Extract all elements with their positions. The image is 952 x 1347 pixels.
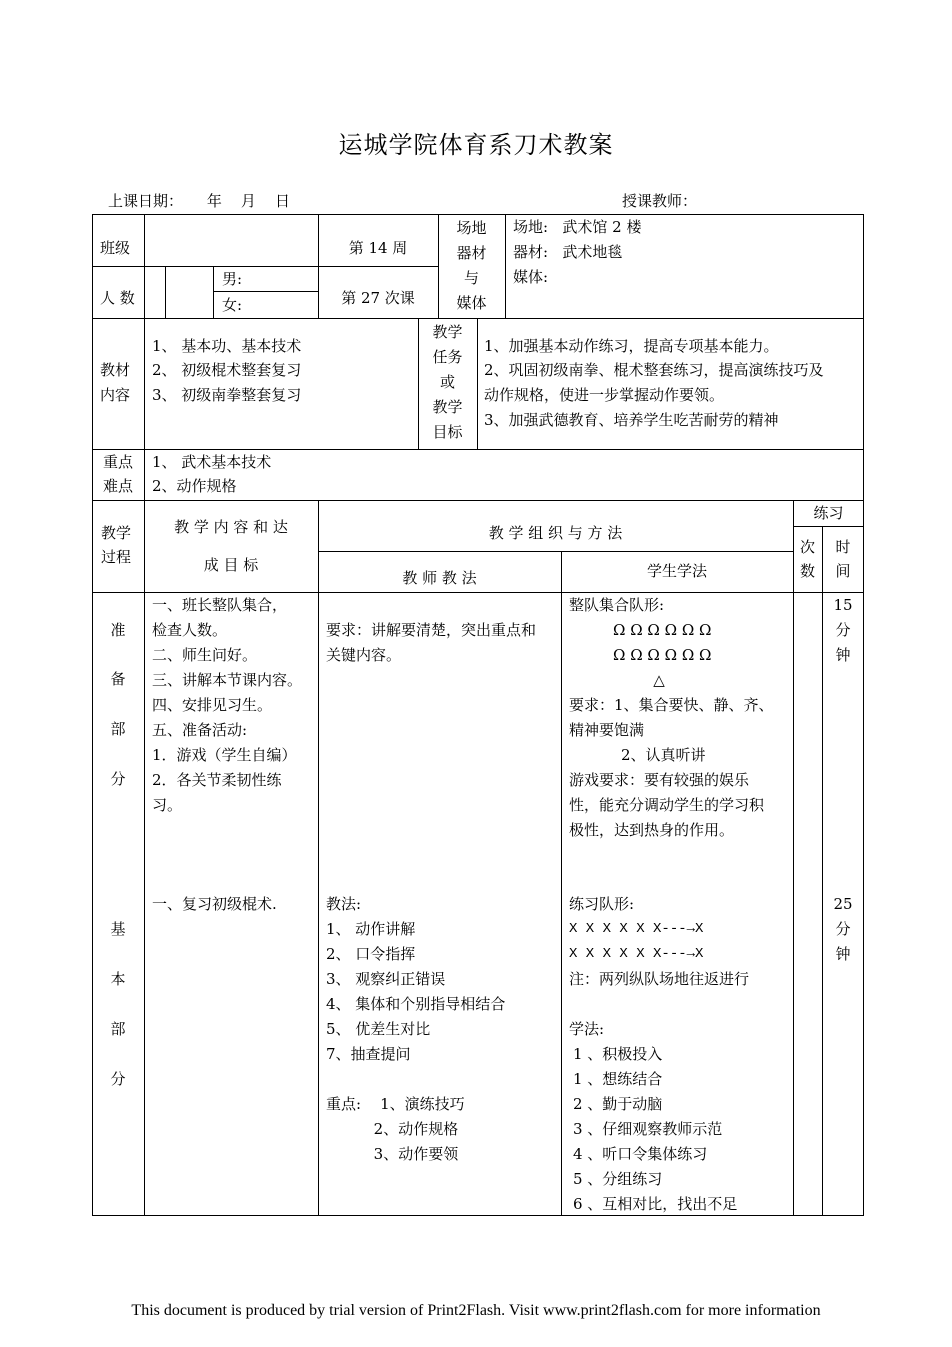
class-label: 班级	[100, 239, 131, 257]
prep-student-line: 整队集合队形:	[569, 596, 665, 614]
basic-student-line: 1 、想练结合	[573, 1070, 663, 1088]
teacher-method-head: 教 师 教 法	[402, 569, 477, 587]
venue-text: 场地: 武术馆 2 楼	[513, 218, 642, 236]
prep-content-line: 检查人数。	[152, 621, 228, 639]
duration-head-1: 时	[835, 538, 851, 556]
basic-time-unit: 分	[835, 920, 851, 938]
rule	[318, 551, 793, 552]
basic-section-char: 基	[110, 920, 126, 938]
rule	[318, 500, 319, 1216]
venue-head-3: 与	[463, 269, 479, 287]
basic-teacher-line: 5、 优差生对比	[326, 1020, 431, 1038]
prep-content-line: 四、安排见习生。	[152, 696, 273, 714]
prep-time: 15	[833, 596, 853, 614]
trial-footer: This document is produced by trial version of Print2Flash. Visit www.print2flash.com for more information	[131, 1302, 821, 1319]
prep-student-line: 性，能充分调动学生的学习积	[569, 796, 765, 814]
basic-teacher-line: 重点: 1、演练技巧	[326, 1095, 465, 1113]
goal-head-5: 目标	[432, 423, 463, 441]
week-cell: 第 14 周	[348, 239, 408, 257]
venue-head-2: 器材	[456, 244, 487, 262]
rule	[477, 318, 478, 449]
basic-student-line: 1 、积极投入	[573, 1045, 663, 1063]
basic-teacher-line: 2、 口令指挥	[326, 945, 416, 963]
basic-student-line: 练习队形:	[569, 895, 635, 913]
formation-row: Ω Ω Ω Ω Ω Ω	[613, 621, 712, 639]
rule	[92, 500, 864, 501]
goal-head-2: 任务	[432, 348, 463, 366]
basic-teacher-line: 7、抽查提问	[326, 1045, 411, 1063]
prep-student-line: 2、认真听讲	[621, 746, 706, 764]
prep-teacher-line: 要求：讲解要清楚，突出重点和	[326, 621, 537, 639]
basic-student-line	[569, 992, 791, 1017]
rule	[793, 526, 864, 527]
goal-head-1: 教学	[432, 323, 463, 341]
basic-student-line: 6 、互相对比，找出不足	[573, 1195, 738, 1213]
goal-head-3: 或	[439, 373, 455, 391]
prep-content-line: 习。	[152, 796, 183, 814]
prep-content-line: 三、讲解本节课内容。	[152, 671, 303, 689]
media-text: 媒体:	[513, 268, 549, 286]
prep-content-line: 一、班长整队集合，	[152, 596, 288, 614]
lesson-number: 第 27 次课	[341, 289, 415, 307]
materials-label-1: 教材	[100, 361, 131, 379]
basic-time-unit: 钟	[835, 945, 851, 963]
rule	[92, 318, 864, 319]
focus-label-1: 重点	[103, 453, 134, 471]
prep-student-line: 游戏要求：要有较强的娱乐	[569, 771, 750, 789]
basic-content-line: 一、复习初级棍术.	[152, 895, 277, 913]
goal-item: 3、加强武德教育、培养学生吃苦耐劳的精神	[484, 411, 779, 429]
teacher-position-icon: △	[653, 671, 665, 689]
female-count: 女:	[222, 296, 243, 314]
focus-label-2: 难点	[103, 477, 134, 495]
equipment-text: 器材: 武术地毯	[513, 243, 623, 261]
prep-content-line: 五、准备活动:	[152, 721, 248, 739]
drill-formation: X X X X X X---→X	[569, 921, 704, 937]
process-label-2: 过程	[101, 548, 132, 566]
goal-item: 动作规格，使进一步掌握动作要领。	[484, 386, 725, 404]
materials-label-2: 内容	[100, 386, 131, 404]
rule	[144, 214, 145, 1216]
material-item: 1、 基本功、基本技术	[152, 337, 302, 355]
rule	[505, 214, 506, 318]
prep-section-char: 备	[110, 670, 126, 688]
basic-student-line: 学法:	[569, 1020, 605, 1038]
goal-item: 1、加强基本动作练习，提高专项基本能力。	[484, 337, 779, 355]
prep-time-unit: 分	[835, 621, 851, 639]
prep-teacher-line: 关键内容。	[326, 646, 402, 664]
prep-student-line: 精神要饱满	[569, 721, 645, 739]
teacher-label: 授课教师：	[622, 192, 698, 210]
prep-student-line: 要求：1、集合要快、静、齐、	[569, 696, 774, 714]
prep-content-line: 二、师生问好。	[152, 646, 258, 664]
prep-time-unit: 钟	[835, 646, 851, 664]
basic-teacher-line: 3、 观察纠正错误	[326, 970, 446, 988]
basic-teacher-line: 2、动作规格	[326, 1120, 459, 1138]
basic-section-char: 部	[110, 1020, 126, 1038]
basic-time: 25	[833, 895, 853, 913]
basic-student-line: 注：两列纵队场地往返进行	[569, 970, 750, 988]
rule	[213, 266, 214, 318]
male-count: 男:	[222, 270, 243, 288]
duration-head-2: 间	[835, 562, 851, 580]
prep-content-line: 2．各关节柔韧性练	[152, 771, 282, 789]
basic-student-line: 3 、仔细观察教师示范	[573, 1120, 723, 1138]
student-method-head: 学生学法	[646, 562, 707, 580]
rule	[561, 551, 562, 1216]
focus-item: 1、 武术基本技术	[152, 453, 272, 471]
basic-teacher-line: 3、动作要领	[326, 1145, 459, 1163]
formation-row: Ω Ω Ω Ω Ω Ω	[613, 646, 712, 664]
basic-teacher-line: 教法:	[326, 895, 362, 913]
prep-section-char: 准	[110, 621, 126, 639]
prep-student-line: 极性，达到热身的作用。	[569, 821, 735, 839]
prep-section-char: 部	[110, 720, 126, 738]
times-head-2: 数	[799, 562, 815, 580]
rule	[793, 500, 794, 1216]
basic-teacher-line: 1、 动作讲解	[326, 920, 416, 938]
basic-student-line: 4 、听口令集体练习	[573, 1145, 708, 1163]
basic-section-char: 本	[110, 970, 126, 988]
rule	[165, 266, 166, 318]
goal-item: 2、巩固初级南拳、棍术整套练习，提高演练技巧及	[484, 361, 824, 379]
times-head-1: 次	[799, 538, 815, 556]
basic-teacher-line	[326, 1067, 505, 1092]
content-head-1: 教 学 内 容 和 达	[174, 518, 288, 536]
headcount-label: 人 数	[100, 289, 135, 307]
basic-section-char: 分	[110, 1070, 126, 1088]
class-date: 上课日期： 年 月 日	[108, 192, 290, 210]
venue-head-4: 媒体	[456, 294, 487, 312]
content-head-2: 成 目 标	[203, 556, 259, 574]
material-item: 3、 初级南拳整套复习	[152, 386, 302, 404]
drill-formation: X X X X X X---→X	[569, 946, 704, 962]
basic-student-line: 2 、勤于动脑	[573, 1095, 663, 1113]
goal-head-4: 教学	[432, 398, 463, 416]
focus-item: 2、动作规格	[152, 477, 237, 495]
process-label-1: 教学	[101, 524, 132, 542]
practice-head: 练习	[813, 504, 844, 522]
org-method-head: 教 学 组 织 与 方 法	[488, 524, 623, 542]
page-title: 运城学院体育系刀术教案	[338, 131, 614, 159]
basic-student-line: 5 、分组练习	[573, 1170, 663, 1188]
prep-section-char: 分	[110, 770, 126, 788]
basic-teacher-line: 4、 集体和个别指导相结合	[326, 995, 506, 1013]
prep-content-line: 1．游戏（学生自编）	[152, 746, 297, 764]
venue-head-1: 场地	[456, 219, 487, 237]
material-item: 2、 初级棍术整套复习	[152, 361, 302, 379]
